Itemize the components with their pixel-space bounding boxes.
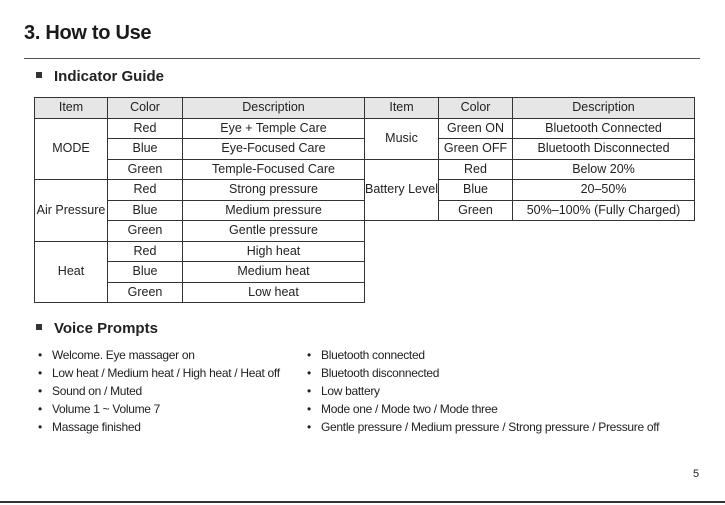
color-cell: Green ON: [439, 118, 513, 139]
list-item: • Sound on / Muted: [38, 382, 280, 400]
description-cell: Strong pressure: [183, 180, 365, 201]
description-cell: Eye + Temple Care: [183, 118, 365, 139]
list-item: • Bluetooth disconnected: [307, 364, 659, 382]
color-cell: Green: [108, 221, 183, 242]
item-cell: Air Pressure: [35, 180, 108, 242]
table-row: [365, 159, 695, 180]
item-cell: Heat: [35, 241, 108, 303]
description-cell: Bluetooth Disconnected: [513, 139, 695, 160]
header-item: Item: [35, 98, 108, 119]
list-item: • Welcome. Eye massager on: [38, 346, 280, 364]
color-cell: Blue: [108, 262, 183, 283]
indicator-guide-title: Indicator Guide: [54, 68, 165, 85]
table-header-row: [365, 98, 695, 119]
color-cell: Red: [108, 241, 183, 262]
color-cell: Blue: [108, 139, 183, 160]
voice-prompts-list-left: [38, 346, 280, 436]
description-cell: 20–50%: [513, 180, 695, 201]
header-color: Color: [108, 98, 183, 119]
color-cell: Green: [439, 200, 513, 221]
list-item: • Massage finished: [38, 418, 280, 436]
description-cell: Medium pressure: [183, 200, 365, 221]
color-cell: Green: [108, 282, 183, 303]
table-row: [35, 180, 365, 201]
description-cell: Eye-Focused Care: [183, 139, 365, 160]
color-cell: Red: [108, 118, 183, 139]
list-item: • Bluetooth connected: [307, 346, 659, 364]
item-cell: Battery Level: [365, 159, 439, 221]
description-cell: High heat: [183, 241, 365, 262]
header-description: Description: [513, 98, 695, 119]
voice-prompts-heading: [36, 320, 158, 337]
description-cell: Temple-Focused Care: [183, 159, 365, 180]
voice-prompts-title: Voice Prompts: [54, 320, 158, 337]
header-color: Color: [439, 98, 513, 119]
page-title: 3. How to Use: [24, 22, 152, 44]
color-cell: Red: [108, 180, 183, 201]
color-cell: Blue: [439, 180, 513, 201]
list-item: • Low heat / Medium heat / High heat / Heat off: [38, 364, 280, 382]
page-number: 5: [693, 468, 700, 480]
description-cell: Bluetooth Connected: [513, 118, 695, 139]
table-row: [365, 118, 695, 139]
square-bullet-icon: [36, 324, 42, 330]
description-cell: Below 20%: [513, 159, 695, 180]
color-cell: Green OFF: [439, 139, 513, 160]
description-cell: 50%–100% (Fully Charged): [513, 200, 695, 221]
list-item: • Low battery: [307, 382, 659, 400]
table-row: [35, 118, 365, 139]
indicator-table-right: [364, 97, 695, 221]
item-cell: Music: [365, 118, 439, 159]
list-item: • Gentle pressure / Medium pressure / Strong pressure / Pressure off: [307, 418, 659, 436]
description-cell: Medium heat: [183, 262, 365, 283]
footer-divider: [0, 501, 725, 503]
description-cell: Gentle pressure: [183, 221, 365, 242]
description-cell: Low heat: [183, 282, 365, 303]
voice-prompts-list-right: [307, 346, 659, 436]
square-bullet-icon: [36, 72, 42, 78]
header-item: Item: [365, 98, 439, 119]
title-divider: [24, 58, 700, 59]
color-cell: Red: [439, 159, 513, 180]
table-row: [35, 241, 365, 262]
header-description: Description: [183, 98, 365, 119]
table-header-row: [35, 98, 365, 119]
list-item: • Volume 1 ~ Volume 7: [38, 400, 280, 418]
item-cell: MODE: [35, 118, 108, 180]
color-cell: Green: [108, 159, 183, 180]
list-item: • Mode one / Mode two / Mode three: [307, 400, 659, 418]
indicator-guide-heading: [36, 68, 164, 85]
color-cell: Blue: [108, 200, 183, 221]
indicator-table-left: [34, 97, 365, 303]
